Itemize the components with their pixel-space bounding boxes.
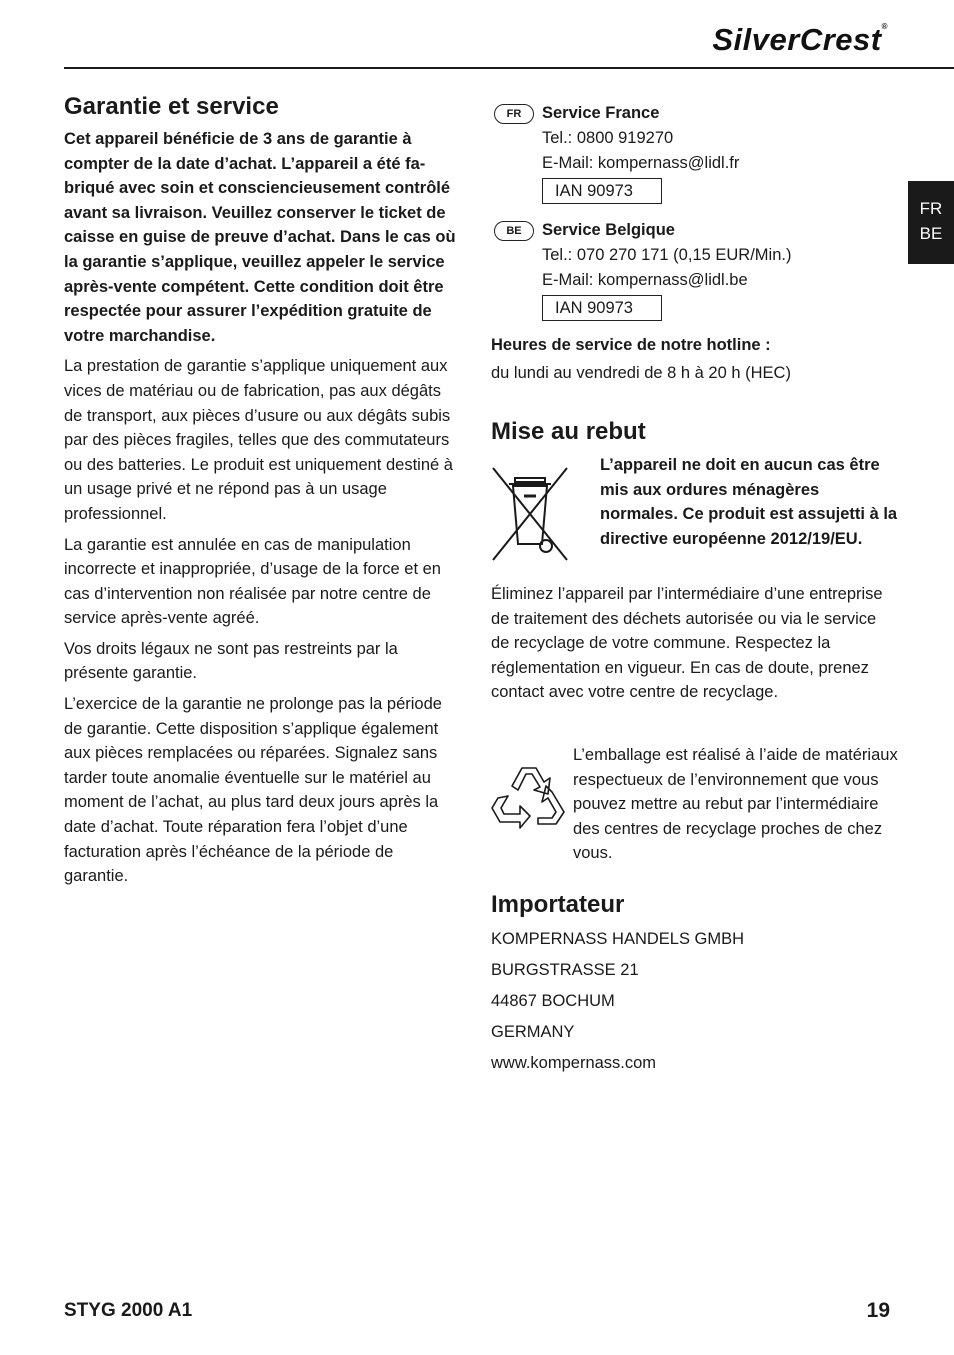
service-title: Service France [542, 104, 660, 122]
disposal-title: Mise au rebut [491, 418, 646, 445]
warranty-paragraph: La garantie est annulée en cas de manipulation incorrecte et inappropriée, d’usage de la force et en cas d’intervention non réalisée par notre centre de service après-vente agréé. [64, 535, 441, 628]
service-title: Service Belgique [542, 221, 675, 239]
crossed-bin-icon [491, 466, 569, 562]
service-belgium [491, 218, 901, 328]
header-rule [64, 67, 954, 69]
warranty-paragraph: Vos droits légaux ne sont pas restreints par la présente garantie. [64, 639, 398, 683]
brand-logo: SilverCrest® [712, 22, 888, 57]
country-badge-be: BE [494, 221, 534, 241]
country-badge-fr: FR [494, 104, 534, 124]
service-email: E-Mail: kompernass@lidl.fr [542, 154, 740, 172]
importer-line: KOMPERNASS HANDELS GMBH [491, 930, 745, 948]
lang-fr: FR [919, 199, 943, 218]
importer-website[interactable]: www.kompernass.com [491, 1054, 657, 1072]
warranty-paragraph: Cet appareil bénéficie de 3 ans de garantie à compter de la date d’achat. L’appareil a été fabriqué avec soin et consciencieusement contrôlé avant sa livraison. Veuillez conserver le ticket de caisse en guise de preuve d’achat. Dans le cas où la garantie s’applique, veuillez appeler le service après-vente compétent. Cette condition doit être respectée pour assurer l’expédition gratuite de votre marchandise. [64, 130, 456, 345]
warranty-paragraph: La prestation de garantie s’applique uniquement aux vices de matériau ou de fabrication, pas aux dégâts de transport, aux pièces d’usure ou aux dégâts subis par des pièces fragiles, telles que des commutateurs ou des batteries. Le produit est uniquement destiné à un usage privé et ne répond pas à un usage professionnel. [64, 357, 453, 523]
packaging-text: L’emballage est réalisé à l’aide de matériaux respectueux de l’environnement que vous pouvez mettre au rebut par l’intermédiaire des centres de recyclage proches de chez vous. [573, 746, 898, 863]
warranty-paragraph: L’exercice de la garantie ne prolonge pas la période de garantie. Cette disposition s’applique également aux pièces remplacées ou réparées. Signalez sans tarder toute anomalie éventuelle sur le matériel au moment de l’achat, au plus tard deux jours après la date d’achat. Toute réparation fera l’objet d’une facturation après l’échéance de la période de garantie. [64, 695, 442, 886]
page-number: 19 [866, 1299, 890, 1322]
service-france [491, 101, 901, 211]
importer-address [491, 925, 744, 1080]
importer-line: BURGSTRASSE 21 [491, 961, 639, 979]
service-phone: Tel.: 0800 919270 [542, 129, 674, 147]
lang-be: BE [919, 224, 943, 243]
hotline-title: Heures de service de notre hotline : [491, 336, 771, 354]
ian-box: IAN 90973 [542, 295, 662, 321]
ian-box: IAN 90973 [542, 178, 662, 204]
warranty-title: Garantie et service [64, 93, 279, 120]
disposal-warning: L’appareil ne doit en aucun cas être mis aux ordures ménagères normales. Ce produit est assujetti à la directive européenne 2012/19/EU. [600, 456, 898, 548]
language-tab [908, 181, 954, 264]
service-email: E-Mail: kompernass@lidl.be [542, 271, 748, 289]
importer-line: GERMANY [491, 1023, 575, 1041]
warranty-section [64, 93, 462, 895]
service-phone: Tel.: 070 270 171 (0,15 EUR/Min.) [542, 246, 792, 264]
importer-title: Importateur [491, 891, 625, 918]
recycle-icon [490, 760, 566, 832]
importer-line: 44867 BOCHUM [491, 992, 615, 1010]
hotline-hours: du lundi au vendredi de 8 h à 20 h (HEC) [491, 364, 791, 382]
disposal-body: Éliminez l’appareil par l’intermédiaire d’une entreprise de traitement des déchets autorisée ou via le service de recyclage de votre commune. Respectez la réglementation en vigueur. En cas de doute, prenez contact avec votre centre de recyclage. [491, 585, 883, 702]
model-number: STYG 2000 A1 [64, 1300, 193, 1321]
